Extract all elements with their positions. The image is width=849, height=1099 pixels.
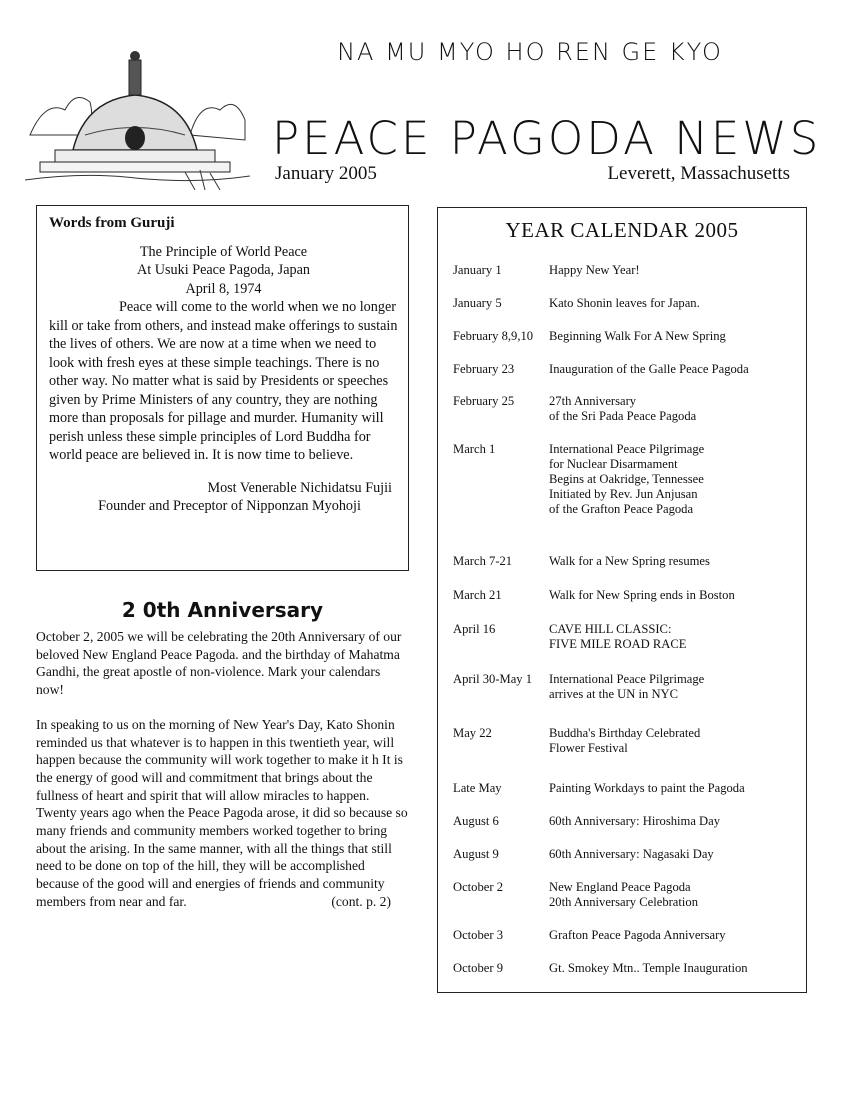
- calendar-event-line: of the Sri Pada Peace Pagoda: [549, 409, 697, 423]
- calendar-event-description: [549, 847, 799, 862]
- guruji-box: [36, 205, 409, 571]
- calendar-event-date: October 9: [453, 961, 504, 975]
- guruji-signature-title: Founder and Preceptor of Nipponzan Myohoji: [98, 498, 361, 514]
- calendar-event-date: August 9: [453, 847, 499, 861]
- calendar-event-line: Walk for New Spring ends in Boston: [549, 588, 735, 602]
- issue-date: January 2005: [275, 163, 377, 184]
- continued-note: (cont. p. 2): [331, 893, 391, 909]
- guruji-place: At Usuki Peace Pagoda, Japan: [137, 262, 310, 278]
- issue-location: Leverett, Massachusetts: [607, 163, 790, 184]
- pagoda-logo: [25, 40, 250, 190]
- calendar-event-line: for Nuclear Disarmament: [549, 457, 678, 471]
- guruji-heading: Words from Guruji: [49, 215, 175, 231]
- calendar-event-date: March 7-21: [453, 554, 513, 568]
- calendar-event-line: Beginning Walk For A New Spring: [549, 329, 726, 343]
- calendar-event-date: March 21: [453, 588, 502, 602]
- calendar-event-description: [549, 880, 799, 910]
- calendar-event-line: Grafton Peace Pagoda Anniversary: [549, 928, 726, 942]
- calendar-event-line: Inauguration of the Galle Peace Pagoda: [549, 362, 749, 376]
- calendar-event-line: 60th Anniversary: Nagasaki Day: [549, 847, 714, 861]
- anniversary-paragraph-2: In speaking to us on the morning of New Year's Day, Kato Shonin reminded us that whatever is to happen in this twentieth year, will happen because the community will work together to make it h It is the energy of good will and commitment that brings about the fullness of heart and spirit that will allow miracles to happen. Twenty years ago when the Peace Pagoda arose, it did so because so many friends and community members worked together to bring about the arising. In the same manner, with all the things that still need to be done on top of the hill, they will be accomplished because of the good will and energies of friends and community members from near and far.: [36, 716, 408, 909]
- calendar-event-line: Flower Festival: [549, 741, 628, 755]
- newsletter-masthead: PEACE PAGODA NEWS: [272, 112, 822, 165]
- guruji-signature-name: Most Venerable Nichidatsu Fujii: [207, 479, 392, 496]
- calendar-event-line: Kato Shonin leaves for Japan.: [549, 296, 700, 310]
- calendar-event-line: FIVE MILE ROAD RACE: [549, 637, 687, 651]
- calendar-event-description: [549, 329, 799, 344]
- calendar-event-date: October 2: [453, 880, 504, 894]
- calendar-event-description: [549, 622, 799, 652]
- calendar-event-line: New England Peace Pagoda: [549, 880, 691, 894]
- calendar-event-description: [549, 362, 799, 377]
- calendar-event-line: Painting Workdays to paint the Pagoda: [549, 781, 745, 795]
- calendar-event-date: February 25: [453, 394, 515, 408]
- calendar-event-line: Begins at Oakridge, Tennessee: [549, 472, 704, 486]
- calendar-event-description: [549, 781, 799, 796]
- calendar-event-date: May 22: [453, 726, 492, 740]
- calendar-event-description: [549, 588, 799, 603]
- calendar-event-description: [549, 814, 799, 829]
- calendar-event-line: arrives at the UN in NYC: [549, 687, 679, 701]
- calendar-event-description: [549, 442, 799, 517]
- guruji-date: April 8, 1974: [185, 280, 262, 297]
- calendar-event-date: February 8,9,10: [453, 329, 534, 343]
- calendar-event-date: October 3: [453, 928, 504, 942]
- calendar-event-description: [549, 726, 799, 756]
- calendar-event-description: [549, 296, 799, 311]
- calendar-event-date: February 23: [453, 362, 515, 376]
- calendar-event-date: January 1: [453, 263, 502, 277]
- calendar-event-date: March 1: [453, 442, 496, 456]
- calendar-event-line: 27th Anniversary: [549, 394, 637, 408]
- calendar-event-line: 60th Anniversary: Hiroshima Day: [549, 814, 721, 828]
- calendar-event-date: April 16: [453, 622, 496, 636]
- calendar-event-description: [549, 263, 799, 278]
- calendar-event-line: International Peace Pilgrimage: [549, 442, 705, 456]
- anniversary-title: 2 0th Anniversary: [121, 598, 324, 622]
- anniversary-article: [36, 628, 411, 911]
- calendar-event-line: Buddha's Birthday Celebrated: [549, 726, 701, 740]
- calendar-event-line: International Peace Pilgrimage: [549, 672, 705, 686]
- year-calendar: [437, 207, 807, 993]
- calendar-event-line: Initiated by Rev. Jun Anjusan: [549, 487, 698, 501]
- calendar-event-description: [549, 554, 799, 569]
- guruji-body: Peace will come to the world when we no longer kill or take from others, and instead make offerings to sustain the lives of others. We are now at a time when we need to look with fresh eyes at these simple teachings. There is no other way. No matter what is said by Presidents or speeches given by Prime Ministers of any country, they are nothing more than proposals for pillage and murder. Humanity will perish unless these simple principles of Lord Buddha for world peace are believed in. It is now time to believe.: [49, 299, 398, 463]
- calendar-event-line: Happy New Year!: [549, 263, 640, 277]
- anniversary-paragraph-1: October 2, 2005 we will be celebrating the 20th Anniversary of our beloved New England Peace Pagoda. and the birthday of Mahatma Gandhi, the great apostle of non-violence. Mark your calendars now!: [36, 629, 402, 698]
- calendar-event-line: of the Grafton Peace Pagoda: [549, 502, 694, 516]
- calendar-event-line: Gt. Smokey Mtn.. Temple Inauguration: [549, 961, 748, 975]
- calendar-event-line: 20th Anniversary Celebration: [549, 895, 698, 909]
- guruji-title: The Principle of World Peace: [139, 243, 308, 260]
- calendar-event-date: April 30-May 1: [453, 672, 533, 686]
- calendar-event-date: Late May: [453, 781, 502, 795]
- calendar-event-date: August 6: [453, 814, 499, 828]
- calendar-event-description: [549, 672, 799, 702]
- calendar-event-description: [549, 961, 799, 976]
- calendar-title: YEAR CALENDAR 2005: [505, 218, 739, 242]
- calendar-event-date: January 5: [453, 296, 502, 310]
- mantra-heading: NA MU MYO HO REN GE KYO: [337, 38, 723, 66]
- calendar-event-description: [549, 928, 799, 943]
- calendar-event-line: Walk for a New Spring resumes: [549, 554, 710, 568]
- calendar-event-line: CAVE HILL CLASSIC:: [549, 622, 672, 636]
- calendar-event-description: [549, 394, 799, 424]
